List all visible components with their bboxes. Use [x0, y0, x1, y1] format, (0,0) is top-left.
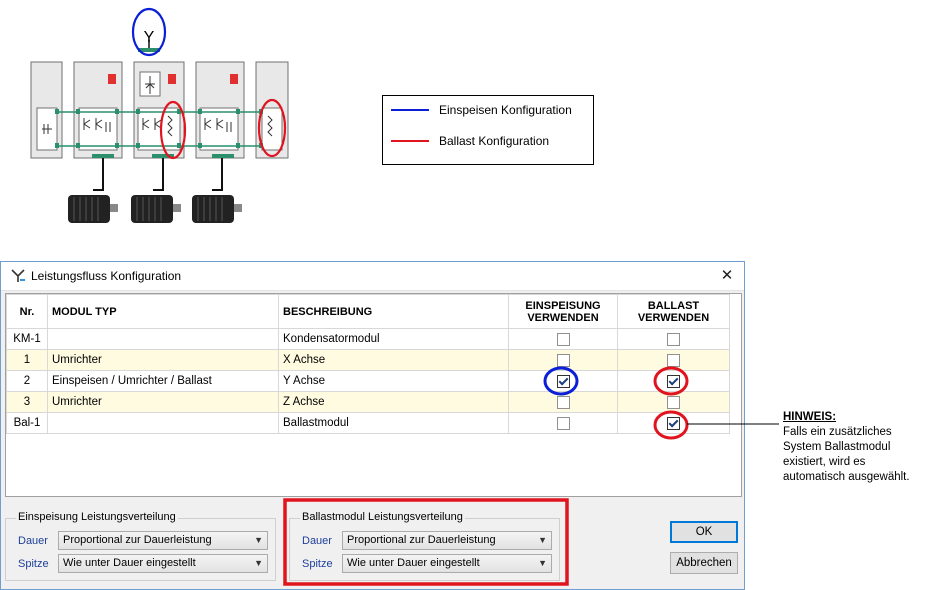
col-header-ballast	[618, 295, 730, 329]
cell-nr: 3	[7, 392, 48, 413]
cell-ballast	[618, 371, 730, 392]
dialog-titlebar	[1, 262, 744, 291]
table-row	[7, 413, 730, 434]
close-icon[interactable]: ✕	[720, 267, 734, 284]
supply-symbol: Y	[143, 29, 155, 46]
chevron-down-icon: ▼	[254, 535, 263, 545]
col-header-einspeisung-line2: VERWENDEN	[527, 311, 599, 324]
cell-nr: 2	[7, 371, 48, 392]
cell-beschreibung: Z Achse	[279, 392, 509, 413]
dauer-label: Dauer	[18, 535, 48, 547]
col-header-modul-typ: MODUL TYP	[48, 295, 279, 329]
hint-line: automatisch ausgewählt.	[783, 471, 910, 483]
group-title: Einspeisung Leistungsverteilung	[18, 511, 176, 523]
chevron-down-icon: ▼	[254, 558, 263, 568]
ballast-checkbox[interactable]	[667, 417, 680, 430]
ballast-checkbox[interactable]	[667, 354, 680, 367]
cell-ballast	[618, 413, 730, 434]
legend-item-ballast	[391, 133, 549, 149]
hint-note	[783, 410, 910, 485]
ballast-checkbox[interactable]	[667, 375, 680, 388]
cell-modul-typ	[48, 329, 279, 350]
hint-line: Falls ein zusätzliches	[783, 426, 892, 438]
cell-beschreibung: Y Achse	[279, 371, 509, 392]
spitze-label: Spitze	[18, 558, 49, 570]
einspeisung-spitze-select[interactable]	[58, 554, 268, 573]
hint-title: HINWEIS:	[783, 411, 837, 423]
legend-label: Ballast Konfiguration	[439, 134, 550, 148]
legend	[382, 95, 594, 165]
select-value: Wie unter Dauer eingestellt	[347, 557, 480, 569]
spitze-label: Spitze	[302, 558, 333, 570]
einspeisung-dauer-select[interactable]	[58, 531, 268, 550]
cell-modul-typ: Umrichter	[48, 350, 279, 371]
cell-beschreibung: Ballastmodul	[279, 413, 509, 434]
chevron-down-icon: ▼	[538, 558, 547, 568]
col-header-einspeisung-line1: EINSPEISUNG	[525, 299, 601, 312]
hint-line: System Ballastmodul	[783, 441, 891, 453]
cell-einspeisung	[509, 329, 618, 350]
abbrechen-button[interactable]: Abbrechen	[670, 552, 738, 574]
table-row	[7, 329, 730, 350]
select-value: Wie unter Dauer eingestellt	[63, 557, 196, 569]
einspeisung-checkbox[interactable]	[557, 375, 570, 388]
cell-ballast	[618, 350, 730, 371]
dauer-label: Dauer	[302, 535, 332, 547]
cell-beschreibung: Kondensatormodul	[279, 329, 509, 350]
cell-ballast	[618, 329, 730, 350]
cell-ballast	[618, 392, 730, 413]
cell-nr: KM-1	[7, 329, 48, 350]
select-value: Proportional zur Dauerleistung	[347, 534, 496, 546]
cell-einspeisung	[509, 371, 618, 392]
einspeisung-leistungsverteilung-group	[5, 511, 276, 581]
cell-modul-typ	[48, 413, 279, 434]
app-icon	[10, 268, 26, 284]
col-header-beschreibung: BESCHREIBUNG	[279, 295, 509, 329]
cell-einspeisung	[509, 392, 618, 413]
col-header-einspeisung	[509, 295, 618, 329]
einspeisung-checkbox[interactable]	[557, 333, 570, 346]
system-diagram	[0, 0, 360, 235]
einspeisung-checkbox[interactable]	[557, 417, 570, 430]
cell-einspeisung	[509, 413, 618, 434]
ballast-checkbox[interactable]	[667, 333, 680, 346]
einspeisung-checkbox[interactable]	[557, 354, 570, 367]
col-header-nr: Nr.	[7, 295, 48, 329]
legend-line-blue	[391, 109, 429, 111]
ballast-checkbox[interactable]	[667, 396, 680, 409]
cell-modul-typ: Einspeisen / Umrichter / Ballast	[48, 371, 279, 392]
select-value: Proportional zur Dauerleistung	[63, 534, 212, 546]
ballast-dauer-select[interactable]	[342, 531, 552, 550]
legend-item-einspeisen	[391, 102, 572, 118]
cell-modul-typ: Umrichter	[48, 392, 279, 413]
hint-line: existiert, wird es	[783, 456, 866, 468]
legend-label: Einspeisen Konfiguration	[439, 103, 572, 117]
table-header	[7, 295, 730, 329]
cell-beschreibung: X Achse	[279, 350, 509, 371]
module-table	[6, 294, 730, 434]
dialog-title: Leistungsfluss Konfiguration	[31, 269, 182, 283]
table-row	[7, 392, 730, 413]
group-title: Ballastmodul Leistungsverteilung	[302, 511, 463, 523]
einspeisung-checkbox[interactable]	[557, 396, 570, 409]
ok-button[interactable]: OK	[670, 521, 738, 543]
chevron-down-icon: ▼	[538, 535, 547, 545]
cell-einspeisung	[509, 350, 618, 371]
col-header-ballast-line1: BALLAST	[647, 299, 700, 312]
module-table-container	[5, 293, 742, 497]
cell-nr: 1	[7, 350, 48, 371]
legend-line-red	[391, 140, 429, 142]
table-row	[7, 371, 730, 392]
col-header-ballast-line2: VERWENDEN	[637, 311, 710, 324]
cell-nr: Bal-1	[7, 413, 48, 434]
ballastmodul-leistungsverteilung-group	[289, 511, 560, 581]
table-row	[7, 350, 730, 371]
leistungsfluss-dialog	[0, 261, 745, 590]
ballast-spitze-select[interactable]	[342, 554, 552, 573]
